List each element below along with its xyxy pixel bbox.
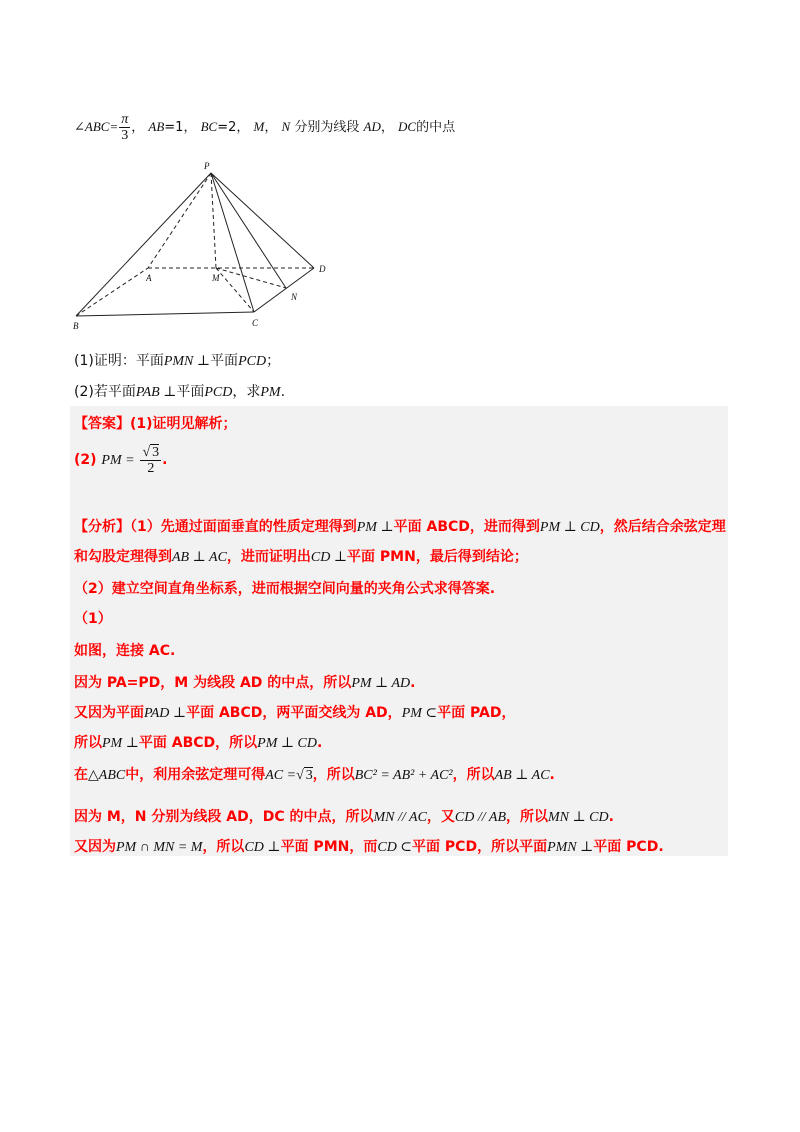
analysis-line-2: 和勾股定理得到AB ⊥ AC，进而证明出CD ⊥平面 PMN，最后得到结论； — [74, 549, 528, 565]
label-d: D — [319, 264, 326, 274]
label-n: N — [291, 292, 298, 302]
answer-box — [70, 406, 728, 856]
angle-fraction: $\frac{\pi}{3}$ — [121, 112, 129, 143]
question-part-2: (2)若平面PAB ⊥平面PCD，求PM. — [74, 384, 286, 400]
analysis-line-3: （2）建立空间直角坐标系，进而根据空间向量的夹角公式求得答案. — [74, 581, 496, 597]
edge-cd — [254, 268, 314, 312]
answer-part-2: (2) PM = $\frac{√ 3}{2}$ . — [74, 445, 168, 476]
angle-abc: ∠ABC= — [74, 119, 119, 134]
analysis-line-11: 又因为PM ∩ MN = M，所以CD ⊥平面 PMN，而CD ⊂平面 PCD，所以平面PMN ⊥平面 PCD. — [74, 839, 664, 855]
pyramid-diagram — [70, 160, 340, 335]
pm-fraction: $\frac{√ 3}{2}$ — [142, 445, 160, 476]
analysis-line-7: 又因为平面PAD ⊥平面 ABCD，两平面交线为 AD，PM ⊂平面 PAD， — [74, 705, 516, 721]
answer-title: 【答案】(1)证明见解析； — [74, 416, 237, 432]
analysis-line-5: 如图，连接 AC. — [74, 643, 176, 659]
analysis-line-9: 在△ABC中，利用余弦定理可得AC =√ 3，所以BC² = AB² + AC²，所以AB ⊥ AC. — [74, 767, 555, 783]
edge-ba — [76, 268, 148, 316]
edge-bc — [76, 312, 254, 316]
question-part-1: (1)证明：平面PMN ⊥平面PCD； — [74, 353, 281, 369]
problem-condition: ∠ABC= $\frac{\pi}{3}$ ， AB=1， BC=2， M， N 分别为线段 AD， DC的中点 — [74, 112, 456, 143]
analysis-line-10: 因为 M，N 分别为线段 AD，DC 的中点，所以MN // AC，又CD // AB，所以MN ⊥ CD. — [74, 809, 614, 825]
edge-pa — [148, 173, 211, 268]
edge-mc — [216, 268, 254, 312]
analysis-line-6: 因为 PA=PD，M 为线段 AD 的中点，所以PM ⊥ AD. — [74, 675, 416, 691]
label-p: P — [204, 161, 210, 171]
edge-pd — [211, 173, 314, 268]
analysis-line-1: 【分析】（1）先通过面面垂直的性质定理得到PM ⊥平面 ABCD，进而得到PM ⊥ CD，然后结合余弦定理 — [74, 519, 726, 535]
label-c: C — [252, 318, 259, 328]
label-a: A — [146, 273, 152, 283]
edge-pn — [211, 173, 286, 288]
analysis-line-4: （1） — [74, 611, 112, 627]
analysis-line-8: 所以PM ⊥平面 ABCD，所以PM ⊥ CD. — [74, 735, 323, 751]
edge-pb — [76, 173, 211, 316]
label-m: M — [212, 273, 220, 283]
label-b: B — [73, 321, 79, 331]
edge-pc — [211, 173, 254, 312]
